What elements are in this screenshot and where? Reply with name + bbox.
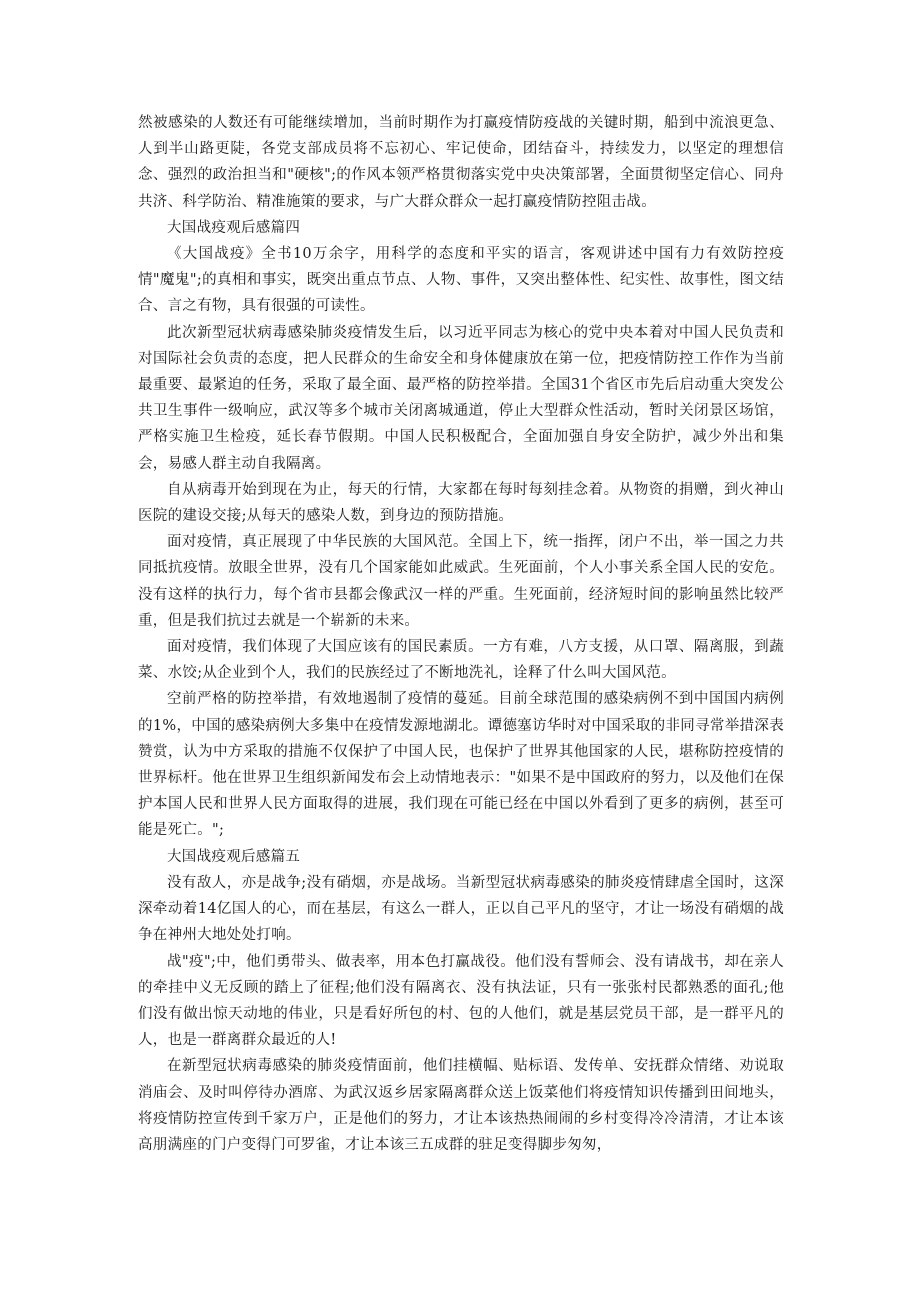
paragraph: 《大国战疫》全书10万余字，用科学的态度和平实的语言，客观讲述中国有力有效防控疫情"魔鬼";的真相和事实，既突出重点节点、人物、事件，又突出整体性、纪实性、故事性，图文结合、言之有物，具有很强的可读性。: [138, 246, 784, 315]
paragraph: 面对疫情，真正展现了中华民族的大国风范。全国上下，统一指挥，闭户不出，举一国之力共同抵抗疫情。放眼全世界，没有几个国家能如此威武。生死面前，个人小事关系全国人民的安危。没有这样的执行力，每个省市县都会像武汉一样的严重。生死面前，经济短时间的影响虽然比较严重，但是我们抗过去就是一个崭新的未来。: [138, 534, 784, 629]
section-heading-4: 大国战疫观后感篇四: [167, 219, 301, 236]
section-heading-5: 大国战疫观后感篇五: [167, 848, 301, 865]
paragraph: 没有敌人，亦是战争;没有硝烟，亦是战场。当新型冠状病毒感染的肺炎疫情肆虐全国时，这深深牵动着14亿国人的心，而在基层，有这么一群人，正以自己平凡的坚守，才让一场没有硝烟的战争在神州大地处处打响。: [138, 874, 784, 944]
paragraph: 自从病毒开始到现在为止，每天的行情，大家都在每时每刻挂念着。从物资的捐赠，到火神山医院的建设交接;从每天的感染人数，到身边的预防措施。: [138, 481, 784, 525]
paragraph: 面对疫情，我们体现了大国应该有的国民素质。一方有难，八方支援，从口罩、隔离服，到蔬菜、水饺;从企业到个人，我们的民族经过了不断地洗礼，诠释了什么叫大国风范。: [138, 639, 784, 682]
paragraph-continuation: 然被感染的人数还有可能继续增加，当前时期作为打赢疫情防疫战的关键时期，船到中流浪更急、人到半山路更陡，各党支部成员将不忘初心、牢记使命，团结奋斗，持续发力，以坚定的理想信念、强烈的政治担当和"硬核";的作风本领严格贯彻落实党中央决策部署，全面贯彻坚定信心、同舟共济、科学防治、精准施策的要求，与广大群众群众一起打赢疫情防控阻击战。: [138, 115, 784, 210]
document-body: [138, 110, 784, 1158]
paragraph: 空前严格的防控举措，有效地遏制了疫情的蔓延。目前全球范围的感染病例不到中国国内病例的1%，中国的感染病例大多集中在疫情发源地湖北。谭德塞访华时对中国采取的非同寻常举措深表赞赏，认为中方采取的措施不仅保护了中国人民，也保护了世界其他国家的人民，堪称防控疫情的世界标杆。他在世界卫生组织新闻发布会上动情地表示："如果不是中国政府的努力，以及他们在保护本国人民和世界人民方面取得的进展，我们现在可能已经在中国以外看到了更多的病例，甚至可能是死亡。";: [138, 691, 784, 839]
paragraph: 战"疫";中，他们勇带头、做表率，用本色打赢战役。他们没有誓师会、没有请战书，却在亲人的牵挂中义无反顾的踏上了征程;他们没有隔离衣、没有执法证，只有一张张村民都熟悉的面孔;他们没有做出惊天动地的伟业，只是看好所包的村、包的人他们，就是基层党员干部，是一群平凡的人，也是一群离群众最近的人!: [138, 953, 784, 1049]
paragraph: 在新型冠状病毒感染的肺炎疫情面前，他们挂横幅、贴标语、发传单、安抚群众情绪、劝说取消庙会、及时叫停待办酒席、为武汉返乡居家隔离群众送上饭菜他们将疫情知识传播到田间地头，将疫情防控宣传到千家万户，正是他们的努力，才让本该热热闹闹的乡村变得冷冷清清，才让本该高朋满座的门户变得门可罗雀，才让本该三五成群的驻足变得脚步匆匆，: [138, 1058, 784, 1153]
paragraph: 此次新型冠状病毒感染肺炎疫情发生后，以习近平同志为核心的党中央本着对中国人民负责和对国际社会负责的态度，把人民群众的生命安全和身体健康放在第一位，把疫情防控工作作为当前最重要、最紧迫的任务，采取了最全面、最严格的防控举措。全国31个省区市先后启动重大突发公共卫生事件一级响应，武汉等多个城市关闭离城通道，停止大型群众性活动，暂时关闭景区场馆，严格实施卫生检疫，延长春节假期。中国人民积极配合，全面加强自身安全防护，减少外出和集会，易感人群主动自我隔离。: [138, 324, 784, 472]
